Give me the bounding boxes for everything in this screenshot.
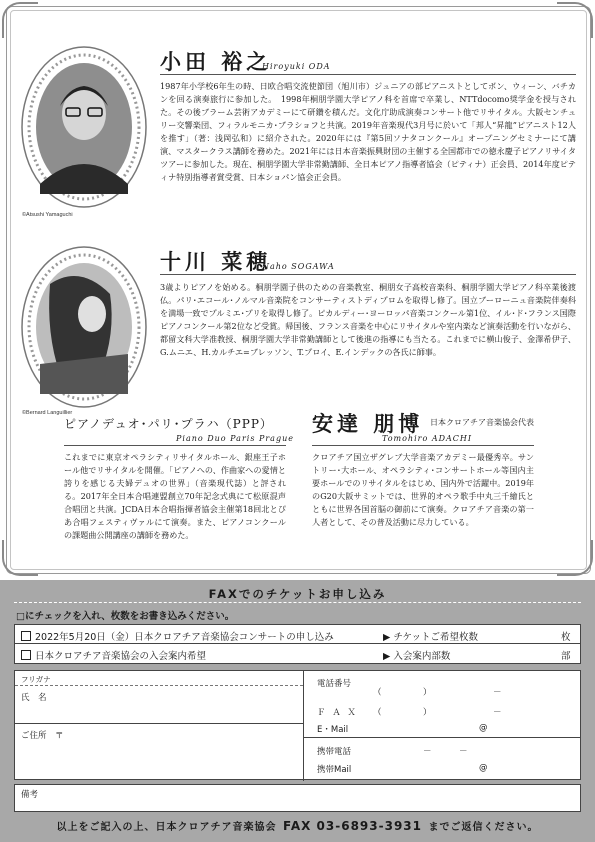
furigana-rule — [15, 685, 303, 686]
mobile-mail-label: 携帯Mail — [317, 765, 352, 775]
fax-row-concert — [14, 624, 581, 644]
footer-pre: 以上をご記入の上、日本クロアチア音楽協会 — [56, 822, 277, 833]
roman-ppp: Piano Duo Paris Prague — [176, 434, 294, 443]
mobile-label: 携帯電話 — [317, 747, 352, 757]
roman-oda: Hiroyuki ODA — [262, 62, 331, 71]
portrait-sogawa — [20, 244, 148, 410]
address-input[interactable] — [65, 727, 295, 775]
membership-qty-text: 入会案内部数 — [393, 651, 451, 662]
portrait-oda — [20, 44, 148, 210]
fax-number-label: Ｆ Ａ Ｘ — [317, 708, 358, 718]
name-sogawa: 十川 菜穂 — [160, 249, 272, 274]
roman-sogawa: Naho SOGAWA — [262, 262, 335, 271]
corner-ornament-tl — [2, 2, 38, 38]
fax-instruction — [16, 608, 234, 622]
membership-arrow-icon: ▶ — [383, 651, 391, 662]
title-adachi: 日本クロアチア音楽協会代表 — [430, 418, 534, 427]
phone-input[interactable] — [373, 683, 568, 699]
fax-row-membership — [14, 644, 581, 664]
name-adachi: 安達 朋博 — [312, 411, 424, 436]
mobile-input[interactable] — [373, 743, 568, 757]
footer-fax-number: FAX 03-6893-3931 — [283, 819, 422, 833]
corner-ornament-bl — [2, 540, 38, 576]
divider-sogawa — [160, 274, 576, 275]
photo-credit-sogawa: ©Bernard Languillier — [22, 410, 73, 416]
concert-option[interactable] — [21, 629, 334, 643]
email-input[interactable] — [373, 721, 568, 735]
contact-form — [14, 670, 581, 780]
divider-ppp — [64, 445, 286, 446]
notes-label: 備考 — [21, 790, 39, 800]
fax-footer — [0, 818, 595, 833]
membership-qty-label — [383, 648, 450, 662]
address-label: ご住所 〒 — [21, 731, 64, 741]
mobile-dash-2: － — [459, 747, 468, 757]
name-oda: 小田 裕之 — [160, 49, 272, 74]
email-at: @ — [479, 723, 488, 733]
corner-ornament-br — [557, 540, 593, 576]
notes-box — [14, 784, 581, 812]
bio-oda: 1987年小学校6年生の時、日欧合唱交流使節団（旭川市）ジュニアの部ピアニストとしてボン、ウィーン、バチカンを回る演奏旅行に参加した。 1998年桐朋学園大学ピアノ科を首席で卒業し、NTTdocomo奨学金を授与された。その後ブラーム芸術アカデミーにて研鑽を積んだ。文化庁助成演奏コンサート他でリサイタル。大阪センチュリー交響楽団、フィラルモニカ･ブラショフと共演。2019年音楽現代3月号に於いて「邦人“昇龍”ピアニスト12人を推す」（著：浅岡弘和）に紹介された。2020年には『第5回ソナタコンクール』オープニングセミナーにて講演、マスタークラス講師を務めた。2021年には日本音楽振興財団の主催する全国都市での徳永慶子ピアノリサイタツアーに参加した。現在、桐朋学園大学非常勤講師、全日本ピアノ指導者協会（ピティナ）正会員、2014年度ピティナ特別指導者賞受賞、日本ショパン協会正会員。 — [160, 81, 576, 182]
phone-paren-open: （ — [373, 688, 382, 698]
concert-checkbox[interactable] — [21, 631, 31, 641]
fax-paren-close: ） — [423, 708, 432, 718]
concert-qty-text: チケットご希望枚数 — [393, 632, 478, 643]
ticket-unit: 枚 — [561, 632, 571, 643]
phone-dash: － — [493, 688, 502, 698]
mobile-dash-1: － — [423, 747, 432, 757]
mobile-mail-input[interactable] — [373, 761, 568, 775]
fax-title: FAXでのチケットお申し込み — [208, 587, 387, 601]
fax-title-rule — [14, 602, 581, 603]
name-label: 氏 名 — [21, 693, 47, 703]
fax-number-input[interactable] — [373, 703, 568, 719]
ticket-quantity-field[interactable] — [463, 626, 553, 642]
contact-left — [15, 671, 304, 781]
phone-label: 電話番号 — [317, 679, 352, 689]
ticket-arrow-icon: ▶ — [383, 632, 391, 643]
concert-label: 2022年5月20日（金）日本クロアチア音楽協会コンサートの申し込み — [35, 632, 334, 643]
membership-unit: 部 — [561, 651, 571, 662]
mobile-mail-at: @ — [479, 763, 488, 773]
fax-instruction-text: □にチェックを入れ、枚数をお書き込みください。 — [16, 611, 235, 622]
membership-option[interactable] — [21, 648, 206, 662]
contact-right — [303, 671, 580, 781]
membership-label: 日本クロアチア音楽協会の入会案内希望 — [35, 651, 207, 662]
corner-ornament-tr — [557, 2, 593, 38]
name-ppp: ピアノデュオ･パリ･プラハ（PPP） — [64, 417, 273, 431]
membership-checkbox[interactable] — [21, 650, 31, 660]
fax-dash: － — [493, 708, 502, 718]
mobile-rule — [303, 737, 580, 738]
furigana-label: フリガナ — [21, 675, 51, 684]
fax-paren-open: （ — [373, 708, 382, 718]
name-input[interactable] — [65, 687, 295, 717]
footer-post: までご返信ください。 — [428, 822, 539, 833]
divider-oda — [160, 74, 576, 75]
notes-input[interactable] — [55, 787, 575, 809]
phone-paren-close: ） — [423, 688, 432, 698]
name-rule — [15, 723, 303, 724]
email-label: E・Mail — [317, 725, 349, 735]
bio-ppp: これまでに東京オペラシティリサイタルホール、銀座王子ホール他でリサイタルを開催。「ピアノへの、作曲家への愛情と誇りを感じる夫婦デュオの世界」（音楽現代誌）と評される。2017年全日本合唱連盟創立70年記念式典にて松原混声合唱団と共演。JCDA日本合唱指揮者協会主催第18回北とぴあ合唱フェスティヴァルにて演奏。また、ピアノコンクールの課題曲公開講座の講師を務めた。 — [64, 452, 286, 540]
photo-credit-oda: ©Atsushi Yamaguchi — [22, 212, 73, 218]
bio-adachi: クロアチア国立ザグレブ大学音楽アカデミー最優秀卒。サントリー･大ホール、オペラシティ･コンサートホール等国内主要ホールでのリサイタルをはじめ、国内外で活躍中。2019年のG20大阪サミットでは、世界的オペラ歌手中丸三千繪氏とともに世界各国首脳の御前にて演奏。クロアチア音楽の第一人者として、その普及活動に尽力している。 — [312, 452, 534, 527]
membership-quantity-field[interactable] — [463, 645, 553, 661]
roman-adachi: Tomohiro ADACHI — [382, 434, 473, 443]
bio-sogawa: 3歳よりピアノを始める。桐朋学園子供のための音楽教室、桐朋女子高校音楽科、桐朋学園大学ピアノ科卒業後渡仏。パリ･エコール･ノルマル音楽院をコンサーティストディプロムを取得し修了。国立ブーローニュ音楽院伴奏科を満場一致でプルミエ･プリを取得し修了。ピカルディー･ヨーロッパ音楽コンクール第1位、イル･ド･フランス国際ピアノコンクール第2位など受賞。帰国後、フランス音楽を中心にリサイタルや室内楽など演奏活動を行いながら、都留文科大学准教授、桐朋学園大学非常勤講師として後進の指導にも当たる。これまでに横山俊子、金澤希伊子、G.ムニエ、H.カルチエ=ブレッソン、T.プロイ、E.インデックの各氏に師事。 — [160, 282, 576, 357]
divider-adachi — [312, 445, 534, 446]
